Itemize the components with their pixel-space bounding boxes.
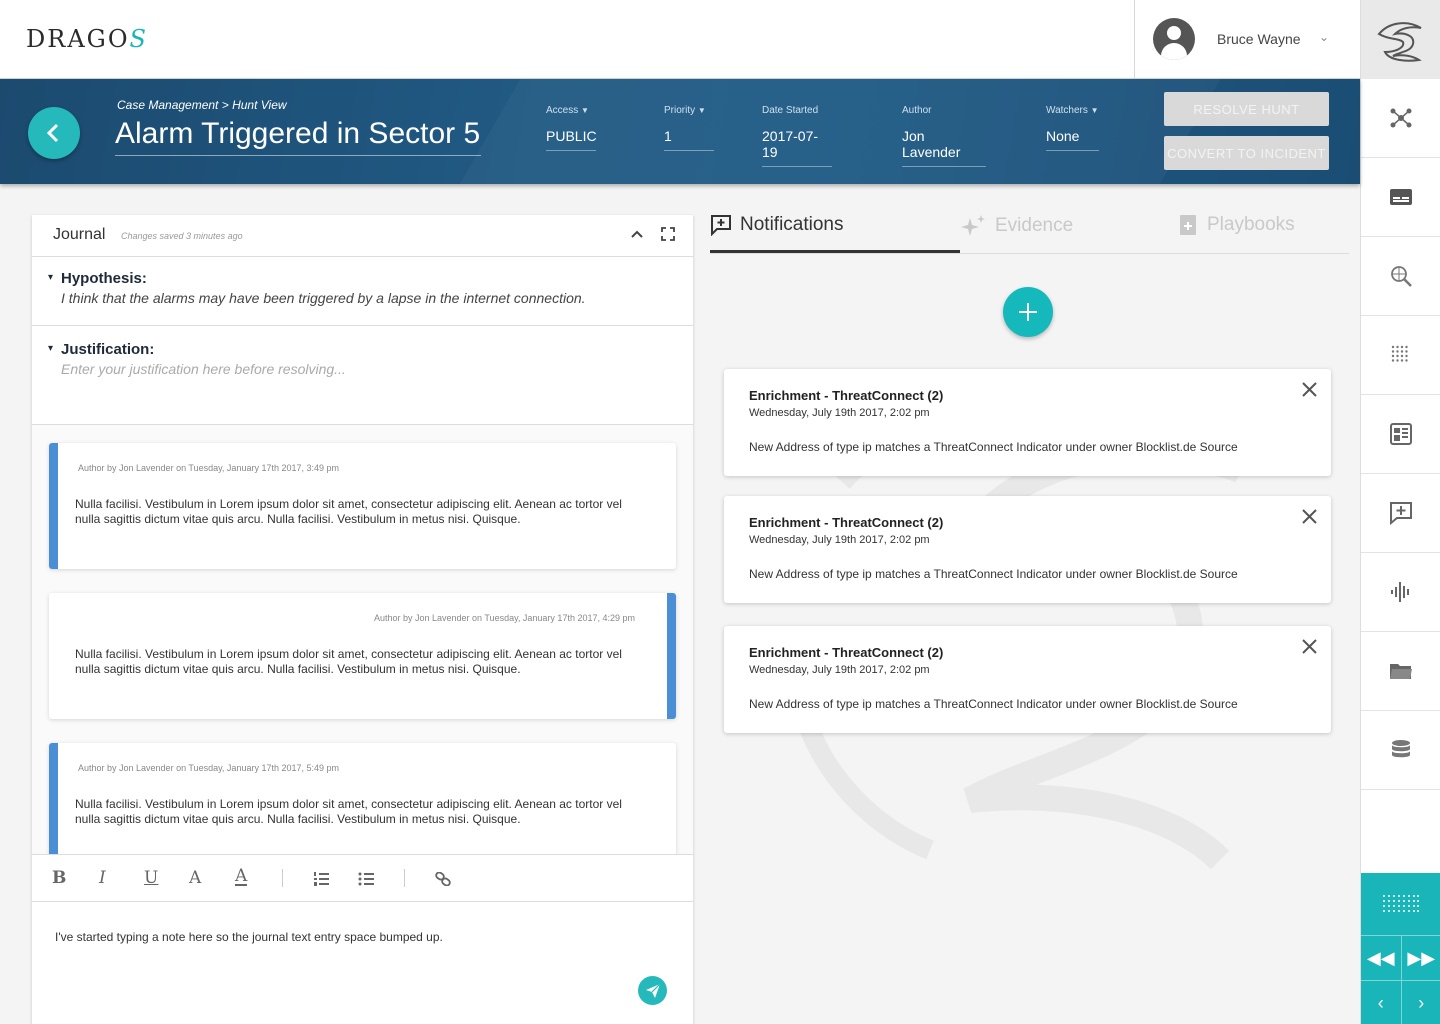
bold-button[interactable]: B	[52, 868, 67, 888]
chevron-down-icon[interactable]: ▾	[48, 343, 54, 354]
highlight-button[interactable]: A	[235, 866, 248, 886]
grid-toggle-button[interactable]	[1361, 873, 1440, 935]
rail-dashboard[interactable]	[1361, 158, 1440, 237]
send-icon	[645, 983, 661, 999]
book-icon	[1179, 214, 1199, 236]
font-color-button[interactable]: A	[189, 868, 202, 888]
priority-field[interactable]	[664, 105, 714, 151]
caret-down-icon: ▼	[581, 106, 589, 115]
access-field[interactable]	[546, 105, 596, 151]
date-started-field[interactable]	[762, 105, 832, 167]
justification-title: Justification:	[61, 341, 155, 358]
priority-value: 1	[664, 128, 714, 151]
chevron-right-icon: ›	[1418, 992, 1425, 1013]
notification-title: Enrichment - ThreatConnect (2)	[749, 515, 944, 530]
database-icon	[1388, 737, 1414, 763]
fast-forward-icon: ▶▶	[1407, 947, 1436, 968]
journal-entry	[49, 593, 676, 719]
notification-date: Wednesday, July 19th 2017, 2:02 pm	[749, 534, 930, 546]
fast-rewind-icon: ◀◀	[1366, 947, 1395, 968]
rail-comments[interactable]	[1361, 474, 1440, 553]
close-icon[interactable]	[1301, 381, 1318, 398]
notification-card[interactable]	[724, 369, 1331, 476]
entry-body: Nulla facilisi. Vestibulum in Lorem ipsum dolor sit amet, consectetur adipiscing elit. Aenean ac tortor vel nulla sagittis dictum vitae quis arcu. Nulla facilisi. Vestibulum in metus nisi. Quisque.	[75, 497, 622, 526]
user-menu[interactable]	[1134, 0, 1360, 79]
dragos-logo[interactable]	[26, 25, 148, 53]
tab-playbooks-label: Playbooks	[1207, 214, 1295, 235]
notification-body: New Address of type ip matches a ThreatConnect Indicator under owner Blocklist.de Source	[749, 697, 1238, 711]
convert-to-incident-button[interactable]: CONVERT TO INCIDENT	[1164, 136, 1329, 170]
watchers-value: None	[1046, 128, 1099, 151]
access-label: Access	[546, 105, 579, 116]
access-value: PUBLIC	[546, 128, 596, 151]
notification-card[interactable]	[724, 496, 1331, 603]
calculator-icon	[1388, 421, 1414, 447]
logo-accent: S	[129, 25, 148, 53]
chevron-up-icon[interactable]	[630, 227, 644, 241]
logo-text: DRAGO	[26, 25, 130, 53]
italic-button[interactable]: I	[99, 868, 106, 888]
bulleted-list-icon[interactable]	[358, 871, 374, 887]
date-started-value: 2017-07-19	[762, 128, 832, 167]
rail-network[interactable]	[1361, 79, 1440, 158]
editor-toolbar	[32, 854, 693, 902]
notification-date: Wednesday, July 19th 2017, 2:02 pm	[749, 407, 930, 419]
add-comment-icon	[710, 214, 732, 236]
rail-controls	[1361, 873, 1440, 1024]
next-button[interactable]	[1401, 981, 1440, 1024]
notification-card[interactable]	[724, 626, 1331, 733]
rail-dots[interactable]	[1361, 316, 1440, 395]
hunt-header	[0, 79, 1360, 184]
plus-icon	[1017, 301, 1039, 323]
previous-button[interactable]	[1361, 981, 1401, 1024]
hypothesis-text[interactable]: I think that the alarms may have been triggered by a lapse in the internet connection.	[61, 290, 586, 306]
watchers-field[interactable]	[1046, 105, 1099, 151]
notification-title: Enrichment - ThreatConnect (2)	[749, 388, 944, 403]
fullscreen-icon[interactable]	[661, 227, 675, 241]
date-started-label: Date Started	[762, 105, 819, 116]
journal-title: Journal	[53, 226, 106, 243]
author-field[interactable]	[902, 105, 986, 167]
dragon-logo-icon[interactable]	[1361, 0, 1440, 79]
user-name: Bruce Wayne	[1217, 31, 1301, 47]
entry-meta: Author by Jon Lavender on Tuesday, January 17th 2017, 3:49 pm	[78, 463, 340, 473]
right-rail	[1360, 0, 1440, 1024]
dot-grid-icon	[1388, 342, 1414, 368]
search-globe-icon	[1388, 263, 1414, 289]
caret-down-icon: ▼	[1090, 106, 1099, 115]
chevron-left-icon: ‹	[1377, 992, 1384, 1013]
top-bar	[0, 0, 1360, 79]
justification-input[interactable]: Enter your justification here before resolving...	[61, 361, 346, 377]
add-comment-icon	[1388, 500, 1414, 526]
justification-section[interactable]	[32, 326, 693, 425]
right-tabs	[710, 208, 1349, 254]
back-button[interactable]	[28, 107, 80, 159]
tab-playbooks[interactable]	[1179, 214, 1295, 236]
send-button[interactable]	[638, 976, 667, 1005]
chevron-down-icon: ⌄	[1319, 30, 1330, 44]
note-input[interactable]: I've started typing a note here so the journal text entry space bumped up.	[55, 930, 443, 944]
caret-down-icon: ▼	[697, 106, 706, 115]
author-label: Author	[902, 105, 932, 116]
rail-search[interactable]	[1361, 237, 1440, 316]
page-title[interactable]: Alarm Triggered in Sector 5	[115, 117, 481, 156]
add-notification-button[interactable]	[1003, 287, 1053, 337]
entry-body: Nulla facilisi. Vestibulum in Lorem ipsum dolor sit amet, consectetur adipiscing elit. Aenean ac tortor vel nulla sagittis dictum vitae quis arcu. Nulla facilisi. Vestibulum in metus nisi. Quisque.	[75, 647, 622, 676]
entry-meta: Author by Jon Lavender on Tuesday, January 17th 2017, 5:49 pm	[78, 763, 340, 773]
journal-entry	[49, 743, 676, 855]
saved-status: Changes saved 3 minutes ago	[121, 231, 243, 241]
entry-body: Nulla facilisi. Vestibulum in Lorem ipsum dolor sit amet, consectetur adipiscing elit. Aenean ac tortor vel nulla sagittis dictum vitae quis arcu. Nulla facilisi. Vestibulum in metus nisi. Quisque.	[75, 797, 622, 826]
close-icon[interactable]	[1301, 638, 1318, 655]
journal-panel	[32, 215, 693, 1024]
numbered-list-icon[interactable]	[313, 871, 329, 887]
fast-forward-button[interactable]	[1401, 936, 1440, 980]
hypothesis-title: Hypothesis:	[61, 270, 147, 287]
author-value: Jon Lavender	[902, 128, 986, 167]
notification-date: Wednesday, July 19th 2017, 2:02 pm	[749, 664, 930, 676]
breadcrumb[interactable]: Case Management > Hunt View	[117, 98, 287, 112]
journal-entry	[49, 443, 676, 569]
chevron-left-icon	[44, 123, 64, 143]
priority-label: Priority	[664, 105, 696, 116]
journal-entries[interactable]	[32, 425, 693, 855]
notification-body: New Address of type ip matches a ThreatConnect Indicator under owner Blocklist.de Source	[749, 440, 1238, 454]
journal-header	[32, 215, 693, 257]
close-icon[interactable]	[1301, 508, 1318, 525]
rail-database[interactable]	[1361, 711, 1440, 790]
tab-evidence[interactable]	[961, 214, 1073, 238]
network-icon	[1388, 105, 1414, 131]
notification-body: New Address of type ip matches a ThreatConnect Indicator under owner Blocklist.de Source	[749, 567, 1238, 581]
waveform-icon	[1388, 579, 1414, 605]
rail-waveform[interactable]	[1361, 553, 1440, 632]
tab-notifications[interactable]	[710, 214, 844, 236]
rail-folder[interactable]	[1361, 632, 1440, 711]
active-tab-indicator	[710, 250, 960, 253]
folder-icon	[1388, 658, 1414, 684]
resolve-hunt-button[interactable]: RESOLVE HUNT	[1164, 92, 1329, 126]
link-icon[interactable]	[435, 872, 451, 886]
tab-evidence-label: Evidence	[995, 215, 1074, 236]
notification-title: Enrichment - ThreatConnect (2)	[749, 645, 944, 660]
fast-rewind-button[interactable]	[1361, 936, 1401, 980]
chevron-down-icon[interactable]: ▾	[48, 272, 54, 283]
hypothesis-section[interactable]	[32, 257, 693, 326]
sparkle-icon	[961, 214, 987, 238]
rail-calculator[interactable]	[1361, 395, 1440, 474]
tab-notifications-label: Notifications	[740, 214, 844, 235]
avatar-icon	[1153, 18, 1195, 60]
watchers-label: Watchers	[1046, 105, 1088, 116]
underline-button[interactable]: U	[144, 868, 159, 888]
dashboard-icon	[1388, 184, 1414, 210]
entry-meta: Author by Jon Lavender on Tuesday, January 17th 2017, 4:29 pm	[373, 613, 635, 623]
dot-grid-icon	[1381, 893, 1421, 915]
